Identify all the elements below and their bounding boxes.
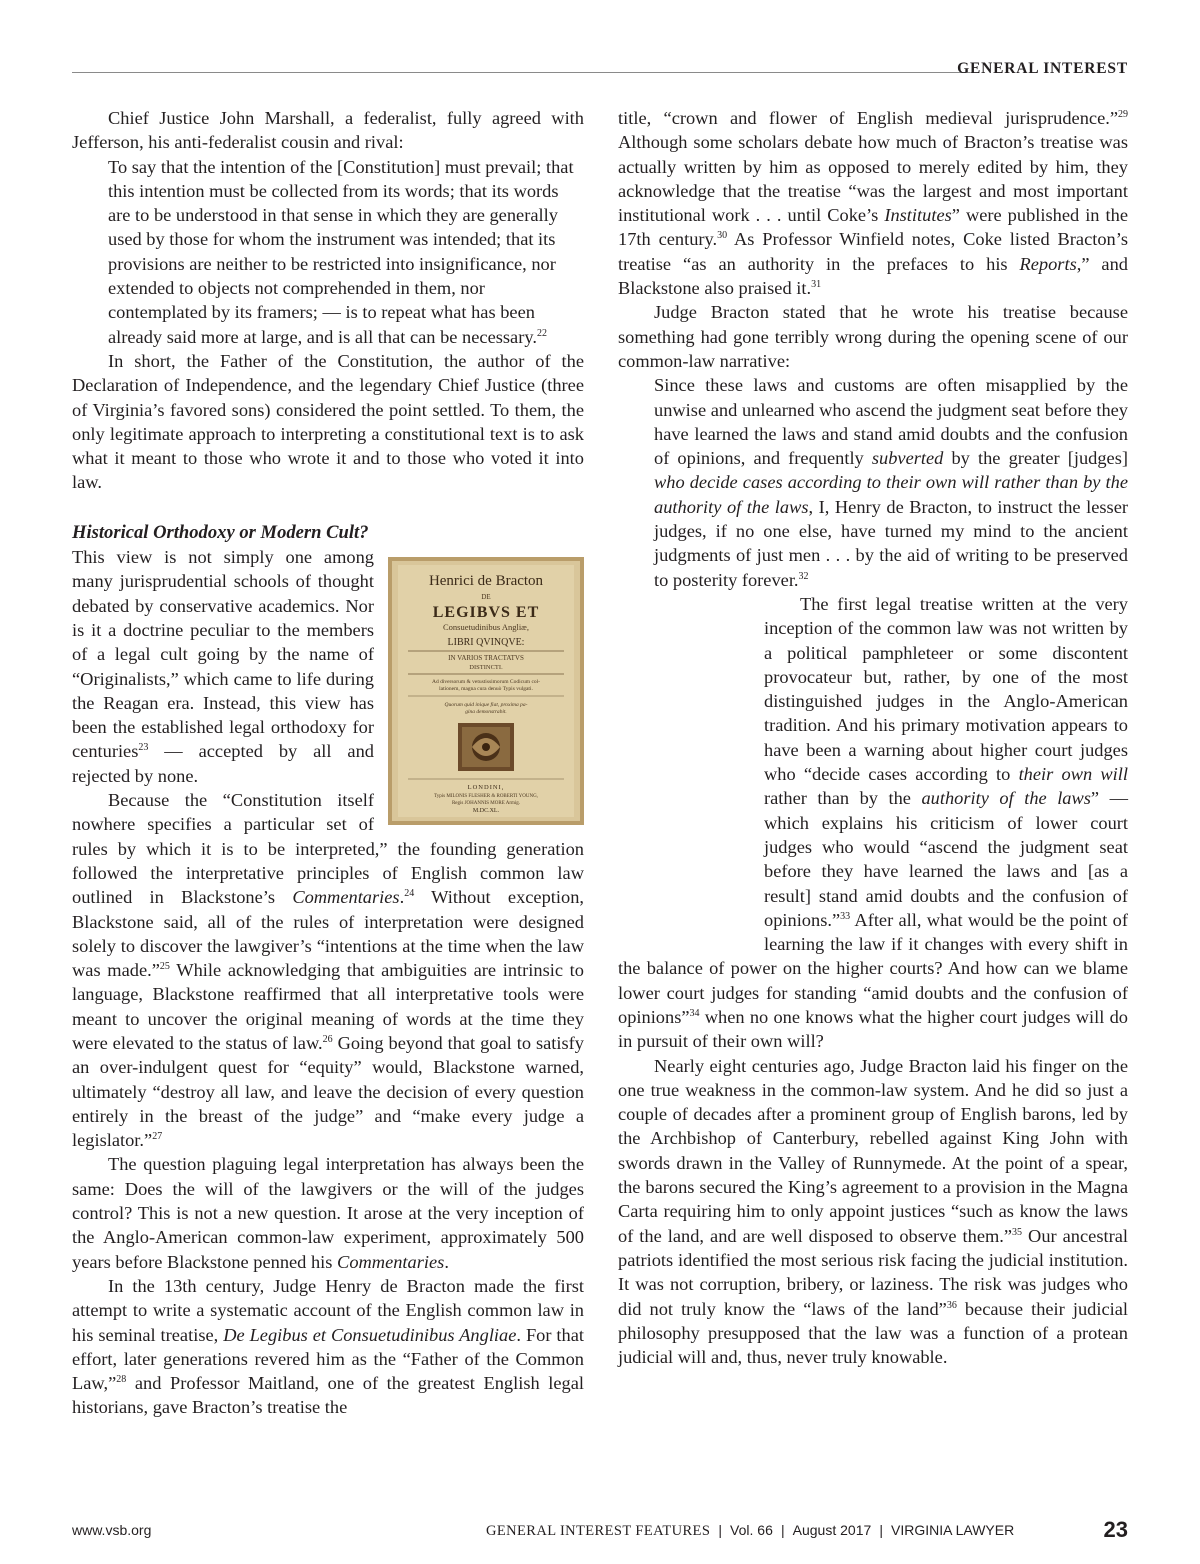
- book-printer: Typis MILONIS FLESHER & ROBERTI YOUNG,: [434, 794, 538, 800]
- footnote-ref[interactable]: 22: [536, 327, 547, 339]
- footer-date: August 2017: [792, 1522, 872, 1538]
- paragraph: In the 13th century, Judge Henry de Bracton made the first attempt to write a systematic account of the English common law in his seminal treatise, De Legibus et Consuetudinibus Angliae. For that effort, later generations revered him as the “Father of the Common Law,”$^{28}$ and Professor Maitland, one of the greatest English legal historians, gave Bracton’s treatise the: [72, 1275, 585, 1418]
- footnote-ref[interactable]: 34: [689, 1007, 700, 1019]
- footnote-ref[interactable]: 36: [946, 1299, 957, 1311]
- paragraph: Judge Bracton stated that he wrote his treatise because something had gone terribly wrong during the opening scene of our common-law narrative:: [618, 302, 1128, 371]
- footer-website[interactable]: www.vsb.org: [72, 1522, 152, 1538]
- footnote-ref[interactable]: 33: [840, 910, 851, 922]
- footnote-ref[interactable]: 28: [116, 1374, 127, 1386]
- paragraph: Because the “Constitution itself nowhere specifies a particular set of rules by which it is to be interpreted,” the founding generation followed the interpretative principles of English common law outlined in Blackstone’s Commentaries.$^{24}$ Without exception, Blackstone said, all of the rules of interpretation were designed solely to discover the lawgiver’s “intentions at the time when the law was made.”$^{25}$ While acknowledging that ambiguities are intrinsic to language, Blackstone reaffirmed that all interpretative tools were meant to uncover the original meaning of words at the time they were elevated to the status of law.$^{26}$ Going beyond that goal to satisfy an over-indulgent quest for “equity” would, Blackstone warned, ultimately “destroy all law, and leave the decision of every question entirely in the breast of the judge” and “make every judge a legislator.”$^{27}$: [72, 790, 584, 1151]
- section-label: GENERAL INTEREST: [957, 60, 1128, 77]
- right-column: [618, 106, 1128, 1369]
- book-city: LONDINI,: [467, 784, 505, 792]
- paragraph: This view is not simply one among many jurisprudential schools of thought debated by conservative academics. Nor is it a doctrine peculiar to the members of a legal cult going by the name of “Originalists,” which came to life during the Reagan era. Instead, this view has been the established legal orthodoxy for centuries$^{23}$ — accepted by all and rejected by none.: [72, 547, 374, 786]
- footnote-ref[interactable]: 29: [1118, 109, 1128, 120]
- book-year: M.DC.XL.: [472, 808, 500, 815]
- block-quote-marshall: To say that the intention of the [Constitution] must prevail; that this intention must be collected from its words; that its words are to be understood in that sense in which they are generally used by those for whom the instrument was intended; that its provisions are neither to be restricted into insignificance, nor extended to objects not comprehended in them, nor contemplated by its framers; — is to repeat what has been already said more at large, and is all that can be necessary.$^{22}$: [108, 156, 574, 347]
- book-consuet: Consuetudinibus Angliæ,: [443, 622, 529, 633]
- footer-volume: Vol. 66: [730, 1522, 773, 1538]
- footnote-ref[interactable]: 32: [798, 570, 809, 582]
- book-de: DE: [481, 593, 491, 602]
- book-motto: Quorum quid inique fiat, proxima pa-: [444, 702, 528, 709]
- paragraph: title, “crown and flower of English medieval jurisprudence.”$^{29}$ Although some scholars debate how much of Bracton’s treatise was actually written by him as opposed to merely edited by him, they acknowledge that the treatise “was the largest and most important institutional work . . . until Coke’s Institutes” were published in the 17th century.$^{30}$ As Professor Winfield notes, Coke listed Bracton’s treatise “as an authority in the prefaces to his Reports,” and Blackstone also praised it.$^{31}$: [618, 108, 1128, 299]
- book-ad-line: Ad diversorum & vetustissimorum Codicum col-: [431, 679, 541, 686]
- footer-section: GENERAL INTEREST FEATURES: [486, 1523, 711, 1539]
- footer-publication-info: GENERAL INTEREST FEATURES | Vol. 66 | August 2017 | VIRGINIA LAWYER: [486, 1522, 1015, 1539]
- footnote-ref[interactable]: 23: [138, 742, 149, 754]
- book-motto-2: gina demonstrabit.: [465, 709, 507, 716]
- footer-magazine: VIRGINIA LAWYER: [891, 1522, 1015, 1538]
- paragraph: In short, the Father of the Constitution, the author of the Declaration of Independence, and the legendary Chief Justice (three of Virginia’s favored sons) considered the point settled. To them, the only legitimate approach to interpreting a constitutional text is to ask what it meant to those who wrote it and to those who voted it into law.: [72, 350, 584, 493]
- footnote-ref[interactable]: 25: [159, 961, 170, 973]
- paragraph: Nearly eight centuries ago, Judge Bracton laid his finger on the one true weakness in the common-law system. And he did so just a couple of decades after a prominent group of English barons, led by the Archbishop of Canterbury, rebelled against King John with swords drawn in the Valley of Runnymede. At the point of a spear, the barons secured the King’s agreement to a provision in the Magna Carta requiring him to only appoint justices “such as know the laws of the land, and are well disposed to observe them.”$^{35}$ Our ancestral patriots identified the most serious risk facing the judicial institution. It was not corruption, bribery, or laziness. The risk was judges who did not truly know the “laws of the land”$^{36}$ because their judicial philosophy presupposed that the law was a function of a protean judicial will and, thus, never truly knowable.: [618, 1055, 1128, 1368]
- paragraph: The question plaguing legal interpretation has always been the same: Does the will of the lawgivers or the will of the judges control? This is not a new question. It arose at the very inception of the Anglo-American common-law experiment, approximately 500 years before Blackstone penned his Commentaries.: [72, 1154, 584, 1272]
- image-wrap-spacer: [618, 592, 764, 942]
- footnote-ref[interactable]: 30: [717, 230, 728, 242]
- footnote-ref[interactable]: 26: [322, 1033, 333, 1045]
- book-title-page: [388, 557, 584, 825]
- book-title: Henrici de Bracton: [428, 573, 544, 590]
- book-distincti: DISTINCTI.: [469, 664, 503, 672]
- book-libri: LIBRI QVINQVE:: [447, 637, 525, 649]
- paragraph: The first legal treatise written at the very inception of the common law was not written by a political pamphleteer or some discontent provocateur but, rather, by one of the most distinguished judges in the Anglo-American tradition. And his primary motivation appears to have been a warning about higher court judges who “decide cases according to their own will rather than by the authority of the laws” — which explains his criticism of lower court judges who would “ascend the judgment seat before they have learned the laws and [as a result] stand amid doubts and the confusion of opinions.”$^{33}$ After all, what would be the point of learning the law if it changes with every shift in the balance of power on the higher courts? And how can we blame lower court judges for standing “amid doubts and the confusion of opinions”$^{34}$ when no one knows what the higher court judges will do in pursuit of their own will?: [618, 593, 1128, 1052]
- book-varios: IN VARIOS TRACTATVS: [448, 654, 524, 663]
- paragraph: Chief Justice John Marshall, a federalist, fully agreed with Jefferson, his anti-federalist cousin and rival:: [72, 108, 584, 153]
- footnote-ref[interactable]: 27: [152, 1131, 163, 1143]
- footnote-ref[interactable]: 24: [404, 888, 415, 900]
- book-ad-line-2: lationem, magna cura denuò Typis vulgati.: [439, 686, 533, 693]
- header-rule: [72, 72, 970, 73]
- page-number: 23: [1103, 1517, 1128, 1542]
- left-column: [72, 106, 584, 1420]
- subheading: Historical Orthodoxy or Modern Cult?: [72, 521, 369, 543]
- block-quote-bracton: Since these laws and customs are often misapplied by the unwise and unlearned who ascend the judgment seat before they have learned the laws and stand amid doubts and the confusion of opinions, and frequently subverted by the greater [judges] who decide cases according to their own will rather than by the authority of the laws, I, Henry de Bracton, to instruct the lesser judges, if no one else, have turned my mind to the ancient judgments of just men . . . by the aid of writing to be preserved to posterity forever.$^{32}$: [654, 375, 1128, 590]
- printer-device-ornament: [458, 723, 514, 771]
- footnote-ref[interactable]: 35: [1012, 1226, 1023, 1238]
- footnote-ref[interactable]: 31: [811, 279, 822, 291]
- bracton-book-image: [388, 557, 584, 825]
- book-legibus: LEGIBVS ET: [432, 604, 540, 622]
- book-printer-2: Regis JOHANNIS MORE Armig.: [451, 801, 521, 807]
